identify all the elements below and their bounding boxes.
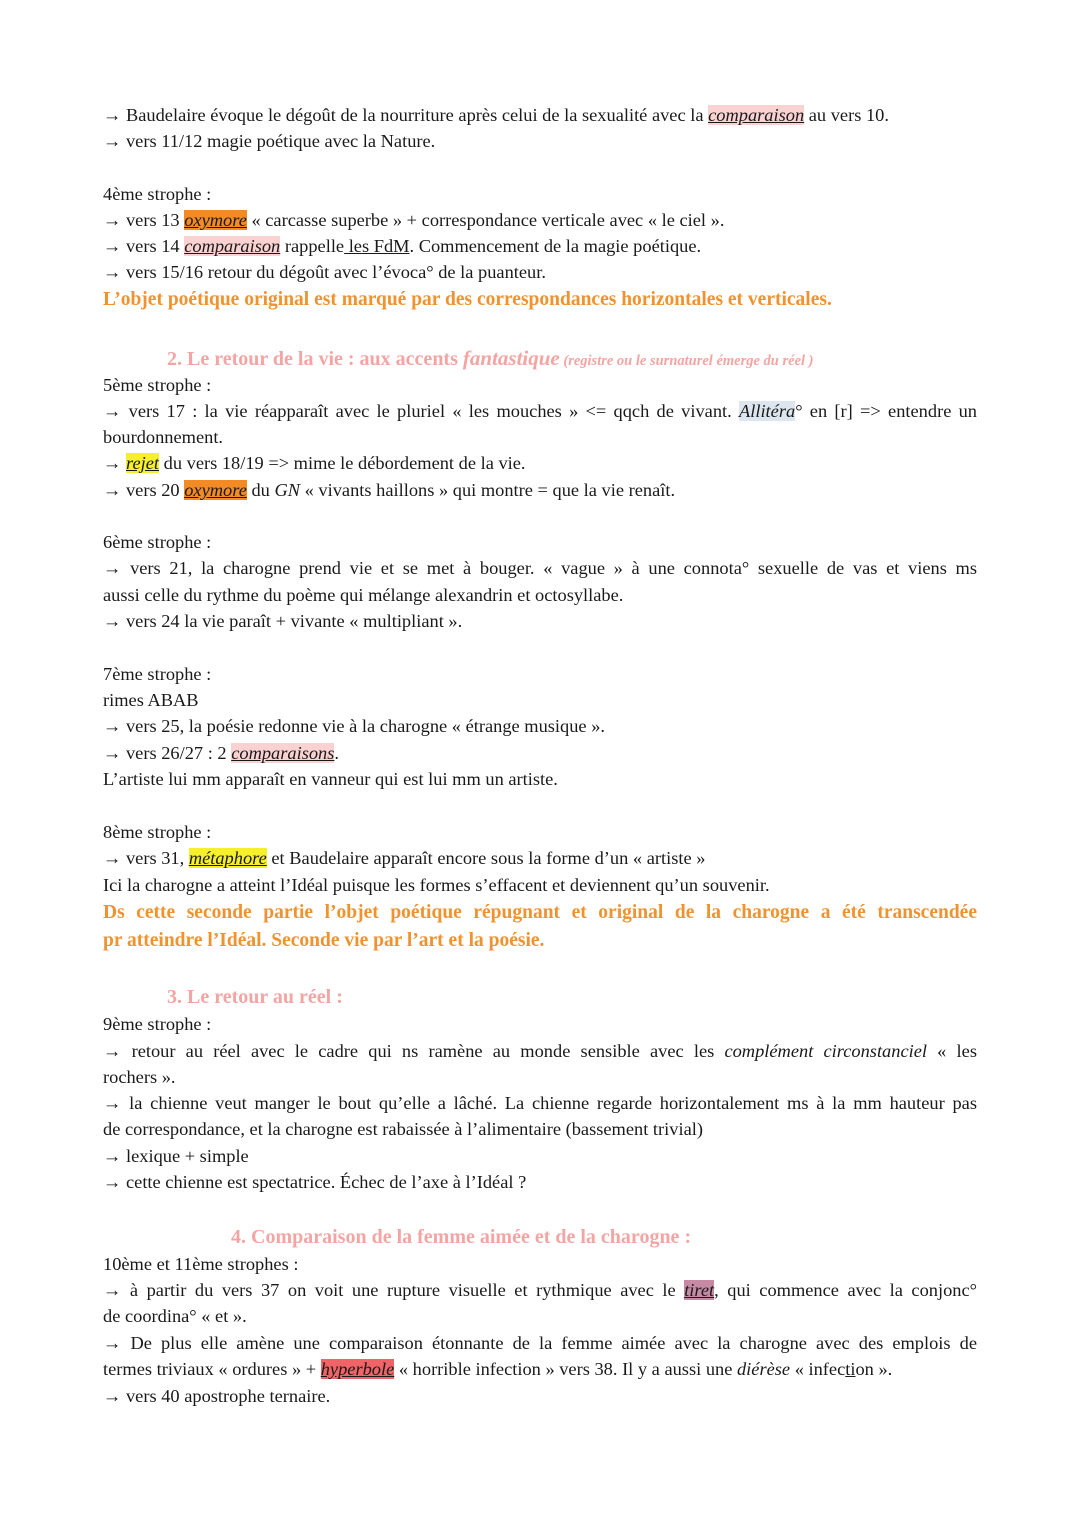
text-line: → vers 26/27 : 2 comparaisons. [103,743,340,763]
conclusion-line: pr atteindre l’Idéal. Seconde vie par l’art et la poésie. [103,930,545,951]
section-heading-2: 2. Le retour de la vie : aux accents fantastique (registre ou le surnaturel émerge du réel ) [167,346,814,370]
highlight-rejet: rejet [126,453,160,473]
text-line: → vers 24 la vie paraît + vivante « multipliant ». [103,611,463,631]
text-line: → vers 17 : la vie réapparaît avec le pluriel « les mouches » <= qqch de vivant. Allitéra° en [r] => entendre un [103,401,978,421]
highlight-oxymore: oxymore [184,210,247,230]
text-line: rochers ». [103,1067,176,1087]
strophe-heading: 8ème strophe : [103,822,212,842]
highlight-comparaisons: comparaisons [231,743,335,763]
highlight-alliteration: Allitéra [739,401,796,421]
strophe-heading: 9ème strophe : [103,1014,212,1034]
strophe-heading: 5ème strophe : [103,375,212,395]
text-line: aussi celle du rythme du poème qui mélange alexandrin et octosyllabe. [103,585,624,605]
text-line: → Baudelaire évoque le dégoût de la nourriture après celui de la sexualité avec la comparaison au vers 10. [103,105,889,125]
highlight-comparaison: comparaison [708,105,805,125]
highlight-tiret: tiret [684,1280,715,1300]
highlight-oxymore: oxymore [184,480,247,500]
text-line: de coordina° « et ». [103,1306,247,1326]
strophe-heading: 4ème strophe : [103,184,212,204]
strophe-heading: 7ème strophe : [103,664,212,684]
text-line: → lexique + simple [103,1146,249,1166]
text-line: rimes ABAB [103,690,199,710]
text-line: Ici la charogne a atteint l’Idéal puisque les formes s’effacent et deviennent qu’un souvenir. [103,875,770,895]
text-line: → vers 13 oxymore « carcasse superbe » + correspondance verticale avec « le ciel ». [103,210,725,230]
text-line: → vers 11/12 magie poétique avec la Nature. [103,131,436,151]
strophe-heading: 6ème strophe : [103,532,212,552]
text-line: → De plus elle amène une comparaison étonnante de la femme aimée avec la charogne avec des emplois de [103,1333,977,1353]
text-line: → cette chienne est spectatrice. Échec de l’axe à l’Idéal ? [103,1172,527,1192]
text-line: → retour au réel avec le cadre qui ns ramène au monde sensible avec les complément circonstanciel « les [103,1041,977,1061]
text-line: → vers 40 apostrophe ternaire. [103,1386,331,1406]
highlight-comparaison: comparaison [184,236,281,256]
text-line: → vers 25, la poésie redonne vie à la charogne « étrange musique ». [103,716,605,736]
text-line: bourdonnement. [103,427,224,447]
text-line: → vers 14 comparaison rappelle les FdM. Commencement de la magie poétique. [103,236,702,256]
section-heading-4: 4. Comparaison de la femme aimée et de la charogne : [231,1226,692,1248]
conclusion-line: L’objet poétique original est marqué par des correspondances horizontales et verticales. [103,289,832,310]
text-line: → vers 31, métaphore et Baudelaire apparaît encore sous la forme d’un « artiste » [103,848,706,868]
text-line: → vers 15/16 retour du dégoût avec l’évoca° de la puanteur. [103,262,546,282]
section-heading-3: 3. Le retour au réel : [167,986,343,1008]
text-line: L’artiste lui mm apparaît en vanneur qui est lui mm un artiste. [103,769,558,789]
text-line: → vers 20 oxymore du GN « vivants haillons » qui montre = que la vie renaît. [103,480,676,500]
highlight-metaphore: métaphore [188,848,267,868]
text-line: termes triviaux « ordures » + hyperbole « horrible infection » vers 38. Il y a aussi une diérèse « infection ». [103,1359,893,1379]
text-line: → à partir du vers 37 on voit une rupture visuelle et rythmique avec le tiret, qui commence avec la conjonc° [103,1280,977,1300]
text-line: → rejet du vers 18/19 => mime le débordement de la vie. [103,453,526,473]
text-line: → la chienne veut manger le bout qu’elle a lâché. La chienne regarde horizontalement ms à la mm hauteur pas [103,1093,977,1113]
conclusion-line: Ds cette seconde partie l’objet poétique répugnant et original de la charogne a été transcendée [103,902,977,923]
text-line: → vers 21, la charogne prend vie et se met à bouger. « vague » à une connota° sexuelle de vas et viens ms [103,558,977,578]
highlight-hyperbole: hyperbole [320,1359,395,1379]
text-line: de correspondance, et la charogne est rabaissée à l’alimentaire (bassement trivial) [103,1119,703,1139]
strophe-heading: 10ème et 11ème strophes : [103,1254,299,1274]
